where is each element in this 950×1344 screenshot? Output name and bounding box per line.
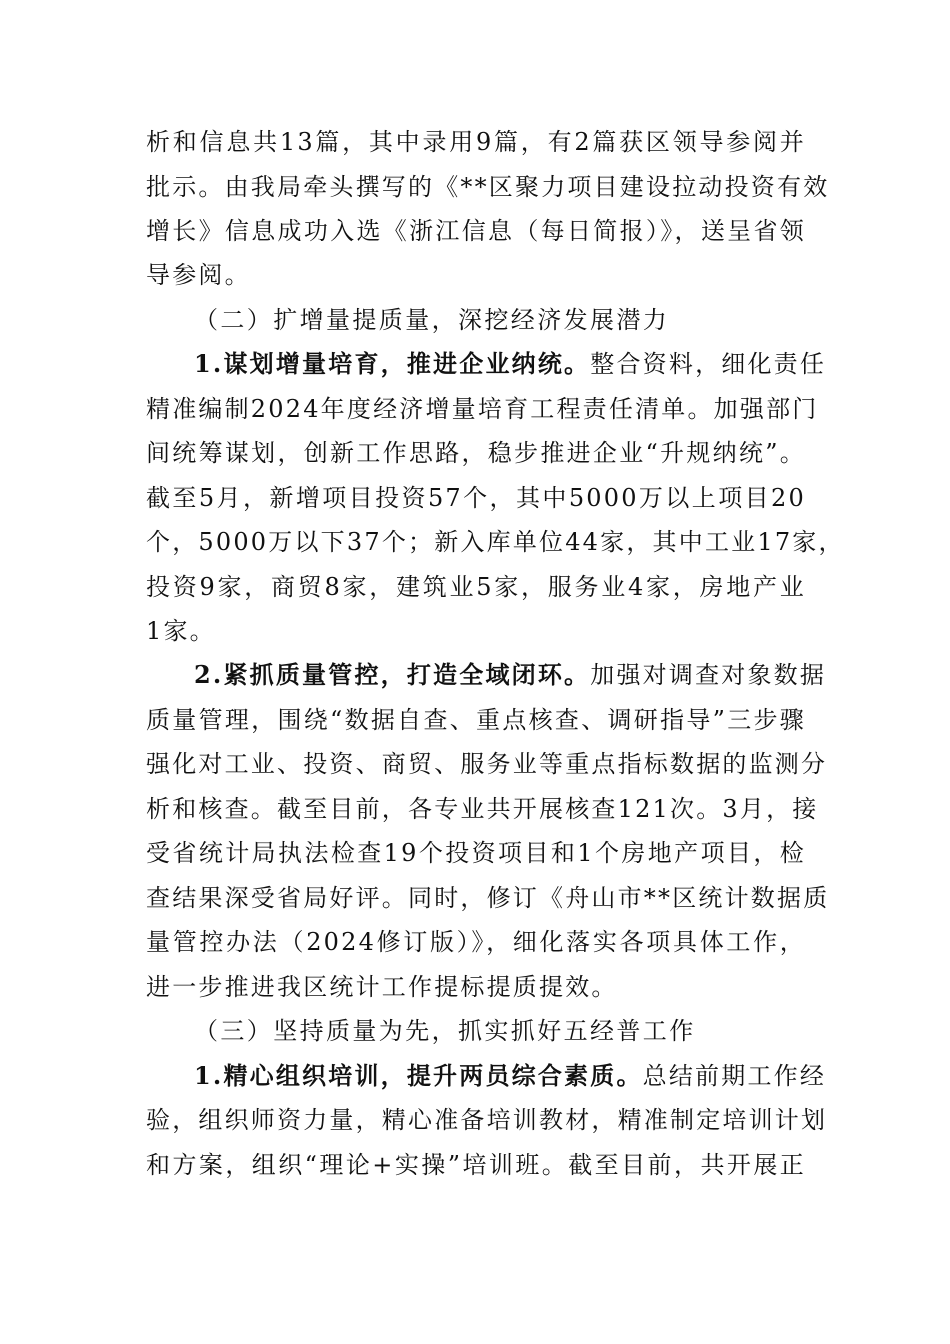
paragraph-line <box>146 127 806 157</box>
paragraph-line <box>146 1105 828 1135</box>
line-text: 析和信息共13篇，其中录用9篇，有2篇获区领导参阅并 <box>146 128 806 156</box>
paragraph-line <box>146 216 806 246</box>
line-text: 强化对工业、投资、商贸、服务业等重点指标数据的监测分 <box>146 750 828 778</box>
subheading-bold: 1.谋划增量培育，推进企业纳统。 <box>194 349 591 378</box>
heading-text: （二）扩增量提质量，深挖经济发展潜力 <box>194 306 670 334</box>
line-text: 加强对调查对象数据 <box>590 661 827 689</box>
line-text: 投资9家，商贸8家，建筑业5家，服务业4家，房地产业 <box>146 573 806 601</box>
line-text: 析和核查。截至目前，各专业共开展核查121次。3月，接 <box>146 795 819 823</box>
subheading-bold: 1.精心组织培训，提升两员综合素质。 <box>194 1061 643 1090</box>
heading-text: （三）坚持质量为先，抓实抓好五经普工作 <box>194 1017 696 1045</box>
line-text: 查结果深受省局好评。同时，修订《舟山市**区统计数据质 <box>146 884 830 912</box>
line-text: 整合资料，细化责任 <box>590 350 827 378</box>
line-text: 和方案，组织“理论+实操”培训班。截至目前，共开展正 <box>146 1151 806 1179</box>
line-text: 1家。 <box>146 617 216 645</box>
line-text: 截至5月，新增项目投资57个，其中5000万以上项目20 <box>146 484 806 512</box>
paragraph-line <box>194 660 827 690</box>
paragraph-line <box>194 1061 827 1091</box>
paragraph-line <box>146 883 830 913</box>
line-text: 质量管理，围绕“数据自查、重点核查、调研指导”三步骤 <box>146 706 806 734</box>
line-text: 增长》信息成功入选《浙江信息（每日简报）》，送呈省领 <box>146 217 806 245</box>
line-text: 导参阅。 <box>146 261 251 289</box>
paragraph-line <box>146 794 819 824</box>
subheading-bold: 2.紧抓质量管控，打造全域闭环。 <box>194 660 591 689</box>
paragraph-line <box>194 349 827 379</box>
paragraph-line <box>146 260 806 290</box>
paragraph-line <box>146 927 806 957</box>
paragraph-line <box>146 705 806 735</box>
line-text: 批示。由我局牵头撰写的《**区聚力项目建设拉动投资有效 <box>146 173 830 201</box>
section-heading-3 <box>194 1016 854 1046</box>
paragraph-line <box>146 972 806 1002</box>
paragraph-line <box>146 616 806 646</box>
paragraph-line <box>146 172 830 202</box>
paragraph-line <box>146 483 806 513</box>
line-text: 量管控办法（2024修订版）》，细化落实各项具体工作， <box>146 928 806 956</box>
paragraph-line <box>146 838 806 868</box>
paragraph-line <box>146 438 806 468</box>
section-heading-2 <box>194 305 854 335</box>
paragraph-line <box>146 1150 806 1180</box>
line-text: 个，5000万以下37个；新入库单位44家，其中工业17家， <box>146 528 845 556</box>
line-text: 总结前期工作经 <box>642 1062 827 1090</box>
line-text: 间统筹谋划，创新工作思路，稳步推进企业“升规纳统”。 <box>146 439 806 467</box>
line-text: 进一步推进我区统计工作提标提质提效。 <box>146 973 618 1001</box>
line-text: 验，组织师资力量，精心准备培训教材，精准制定培训计划 <box>146 1106 828 1134</box>
line-text: 精准编制2024年度经济增量培育工程责任清单。加强部门 <box>146 395 819 423</box>
paragraph-line <box>146 394 819 424</box>
paragraph-line <box>146 572 806 602</box>
line-text: 受省统计局执法检查19个投资项目和1个房地产项目，检 <box>146 839 806 867</box>
paragraph-line <box>146 749 828 779</box>
paragraph-line <box>146 527 845 557</box>
